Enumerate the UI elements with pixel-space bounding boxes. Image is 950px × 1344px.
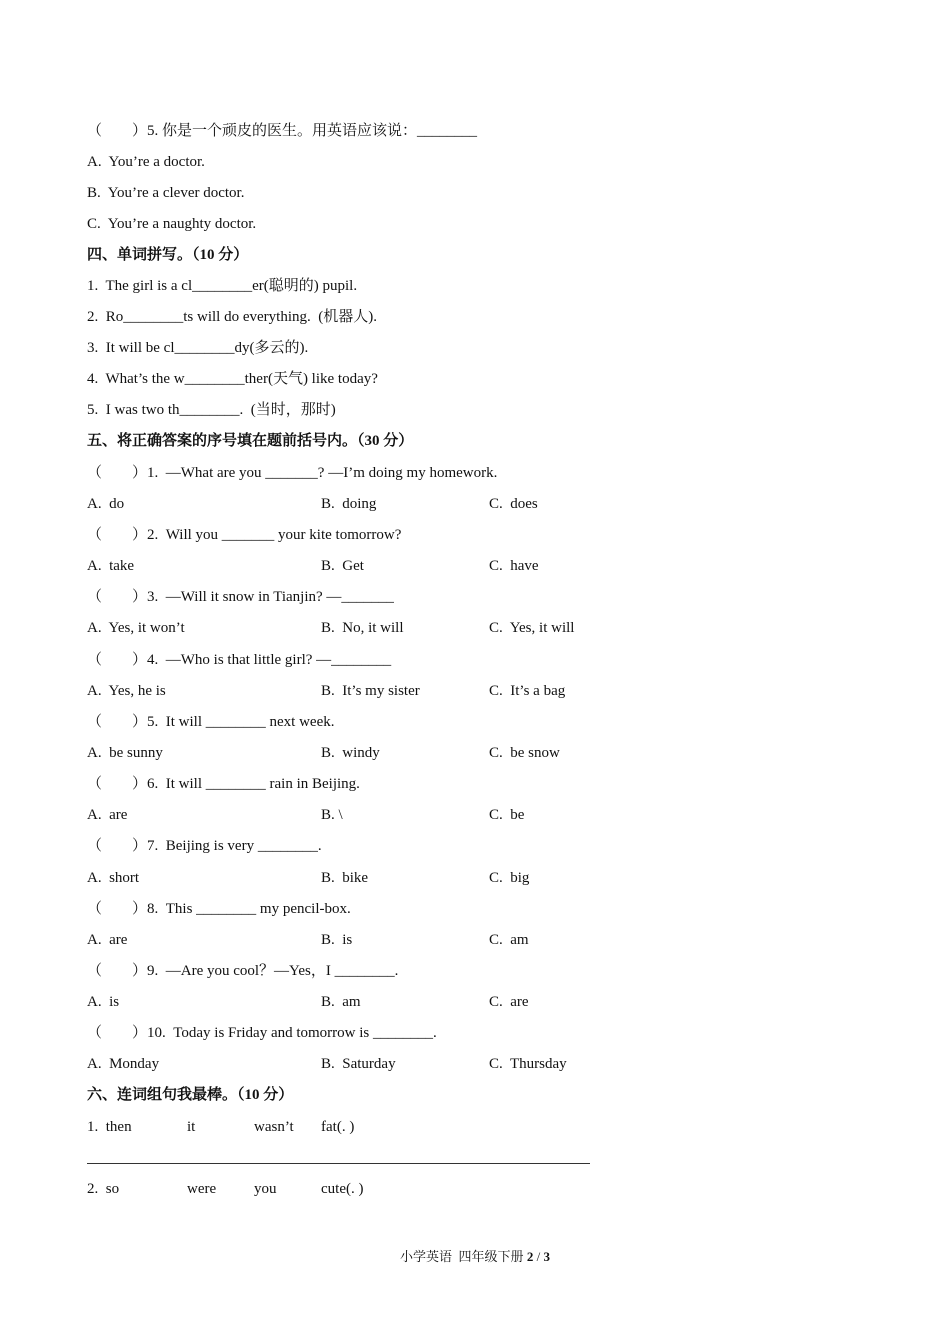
- mc-question-5: （ ）5. It will ________ next week.: [87, 714, 335, 730]
- question-5: （ ）5. 你是一个顽皮的医生。用英语应该说：________: [87, 123, 478, 139]
- mc-option-a: A. take: [87, 558, 135, 574]
- mc-question-1: （ ）1. —What are you _______? —I’m doing my homework.: [87, 465, 498, 481]
- mc-option-b: B. am: [321, 994, 361, 1010]
- mc-question-9: （ ）9. —Are you cool？—Yes，I ________.: [87, 963, 399, 979]
- mc-question-6: （ ）6. It will ________ rain in Beijing.: [87, 776, 360, 792]
- mc-option-a: A. be sunny: [87, 745, 163, 761]
- mc-option-a: A. Yes, he is: [87, 683, 166, 699]
- mc-option-c: C. be snow: [489, 745, 560, 761]
- word-item-2-word-1: 2. so: [87, 1181, 120, 1197]
- mc-question-3: （ ）3. —Will it snow in Tianjin? —_______: [87, 589, 394, 605]
- word-item-1-word-3: wasn’t: [254, 1119, 294, 1135]
- mc-option-a: A. are: [87, 932, 128, 948]
- mc-option-c: C. It’s a bag: [489, 683, 566, 699]
- word-item-2-word-2: were: [187, 1181, 217, 1197]
- word-item-1-word-4: fat(. ): [321, 1119, 355, 1135]
- option-a: A. You’re a doctor.: [87, 154, 205, 170]
- mc-question-2: （ ）2. Will you _______ your kite tomorrow?: [87, 527, 402, 543]
- mc-option-b: B. is: [321, 932, 353, 948]
- page-number: 2: [526, 1249, 534, 1264]
- mc-option-a: A. is: [87, 994, 120, 1010]
- mc-question-10: （ ）10. Today is Friday and tomorrow is ________.: [87, 1025, 437, 1041]
- section6-title: 六、连词组句我最棒。（10 分）: [87, 1087, 294, 1103]
- spelling-item-1: 1. The girl is a cl________er(聪明的) pupil.: [87, 278, 358, 294]
- mc-option-b: B. windy: [321, 745, 380, 761]
- mc-option-a: A. are: [87, 807, 128, 823]
- mc-option-c: C. are: [489, 994, 529, 1010]
- mc-question-7: （ ）7. Beijing is very ________.: [87, 838, 322, 854]
- mc-option-c: C. am: [489, 932, 529, 948]
- option-c: C. You’re a naughty doctor.: [87, 216, 257, 232]
- mc-option-b: B. No, it will: [321, 620, 404, 636]
- mc-option-a: A. short: [87, 870, 140, 886]
- word-item-2-word-4: cute(. ): [321, 1181, 364, 1197]
- page-footer: [0, 1246, 950, 1265]
- section5-title: 五、将正确答案的序号填在题前括号内。（30 分）: [87, 433, 414, 449]
- spelling-item-4: 4. What’s the w________ther(天气) like today?: [87, 371, 378, 387]
- mc-option-a: A. Monday: [87, 1056, 160, 1072]
- mc-option-c: C. big: [489, 870, 530, 886]
- option-b: B. You’re a clever doctor.: [87, 185, 245, 201]
- section4-title: 四、单词拼写。（10 分）: [87, 247, 249, 263]
- mc-option-b: B. \: [321, 807, 343, 823]
- mc-option-b: B. It’s my sister: [321, 683, 420, 699]
- mc-option-a: A. Yes, it won’t: [87, 620, 185, 636]
- mc-question-8: （ ）8. This ________ my pencil-box.: [87, 901, 351, 917]
- mc-option-b: B. Saturday: [321, 1056, 396, 1072]
- answer-line: [87, 1163, 590, 1164]
- page-total: 3: [543, 1249, 550, 1264]
- mc-option-b: B. Get: [321, 558, 364, 574]
- mc-option-c: C. Thursday: [489, 1056, 567, 1072]
- mc-option-c: C. does: [489, 496, 538, 512]
- mc-option-b: B. doing: [321, 496, 377, 512]
- word-item-1-word-2: it: [187, 1119, 196, 1135]
- mc-option-c: C. Yes, it will: [489, 620, 575, 636]
- footer-text: 小学英语 四年级下册: [400, 1249, 527, 1264]
- spelling-item-5: 5. I was two th________. (当时，那时): [87, 402, 336, 418]
- mc-option-a: A. do: [87, 496, 125, 512]
- spelling-item-2: 2. Ro________ts will do everything. (机器人).: [87, 309, 377, 325]
- spelling-item-3: 3. It will be cl________dy(多云的).: [87, 340, 309, 356]
- mc-option-c: C. have: [489, 558, 539, 574]
- word-item-1-word-1: 1. then: [87, 1119, 132, 1135]
- word-item-2-word-3: you: [254, 1181, 277, 1197]
- mc-question-4: （ ）4. —Who is that little girl? —________: [87, 652, 392, 668]
- page-separator: /: [533, 1249, 544, 1264]
- mc-option-c: C. be: [489, 807, 525, 823]
- mc-option-b: B. bike: [321, 870, 369, 886]
